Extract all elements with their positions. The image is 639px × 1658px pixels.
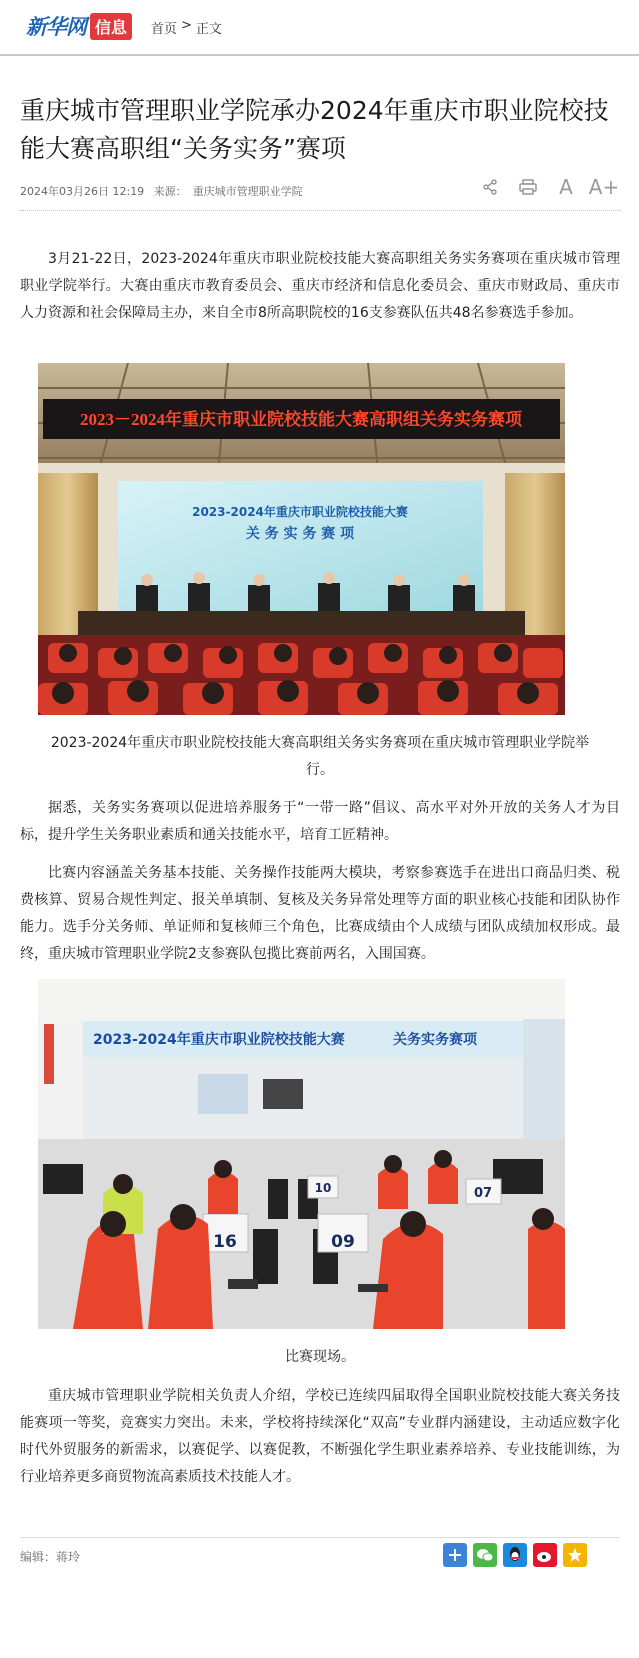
station-number-10: 10: [314, 1181, 332, 1195]
breadcrumb-separator: >: [181, 18, 192, 33]
photo-1-caption: 2023-2024年重庆市职业院校技能大赛高职组关务实务赛项在重庆城市管理职业学院举行。: [50, 735, 590, 778]
print-icon[interactable]: [518, 177, 538, 197]
logo-badge: 信息: [90, 13, 132, 40]
plus-share-icon[interactable]: [443, 1543, 467, 1567]
banner-right-text: 关务实务赛项: [393, 1032, 477, 1048]
station-number-09: 09: [331, 1232, 355, 1252]
meta-divider: [20, 210, 620, 211]
banner-text: 2023－2024年重庆市职业院校技能大赛高职组关务实务赛项: [80, 410, 522, 429]
paragraph-1: 3月21-22日，2023-2024年重庆市职业院校技能大赛高职组关务实务赛项在重庆城市管理职业学院举行。大赛由重庆市教育委员会、重庆市经济和信息化委员会、重庆市财政局、重庆市人力资源和社会保障局主办，来自全市8所高职院校的16支参赛队伍共48名参赛选手参加。: [20, 251, 620, 321]
paragraph-2: 据悉，关务实务赛项以促进培养服务于“一带一路”倡议、高水平对外开放的关务人才为目标，提升学生关务职业素质和通关技能水平，培育工匠精神。: [20, 800, 620, 843]
paragraph-4: 重庆城市管理职业学院相关负责人介绍，学校已连续四届取得全国职业院校技能大赛关务技能赛项一等奖，竞赛实力突出。未来，学校将持续深化“双高”专业群内涵建设，主动适应数字化时代外贸服务的新需求，以赛促学、以赛促教，不断强化学生职业素养培养、专业技能训练，为行业培养更多商贸物流高素质技术技能人才。: [20, 1388, 620, 1485]
screen-line-2: 关 务 实 务 赛 项: [245, 526, 355, 542]
font-decrease-icon[interactable]: A: [559, 175, 573, 199]
editor-credit: 编辑：蒋玲: [20, 1550, 81, 1564]
meta-tools: [480, 177, 620, 197]
source-name: 重庆城市管理职业学院: [192, 185, 303, 198]
photo-2-caption: 比赛现场。: [285, 1349, 355, 1365]
font-increase-icon[interactable]: A+: [588, 175, 620, 199]
article-meta: [20, 175, 620, 203]
qzone-icon[interactable]: [563, 1543, 587, 1567]
wechat-icon[interactable]: [473, 1543, 497, 1567]
article-title: 重庆城市管理职业学院承办2024年重庆市职业院校技能大赛高职组“关务实务”赛项: [20, 96, 609, 163]
share-icon[interactable]: [480, 177, 500, 197]
photo-competition-floor: [38, 979, 565, 1329]
source-label: 来源：: [153, 185, 187, 198]
share-bar: [443, 1543, 587, 1567]
weibo-icon[interactable]: [533, 1543, 557, 1567]
top-bar: [0, 0, 639, 56]
screen-line-1: 2023-2024年重庆市职业院校技能大赛: [192, 505, 408, 519]
breadcrumb-home[interactable]: 首页: [151, 22, 178, 37]
breadcrumb: [151, 18, 222, 37]
station-number-07: 07: [473, 1186, 493, 1201]
paragraph-3: 比赛内容涵盖关务基本技能、关务操作技能两大模块，考察参赛选手在进出口商品归类、税费核算、贸易合规性判定、报关单填制、复核及关务异常处理等方面的职业核心技能和团队协作能力。选手分关务师、单证师和复核师三个角色，比赛成绩由个人成绩与团队成绩加权形成。最终，重庆城市管理职业学院2支参赛队包揽比赛前两名，入围国赛。: [20, 865, 620, 962]
site-logo[interactable]: [26, 12, 132, 40]
photo-opening-ceremony: [38, 363, 565, 715]
logo-text: 新华网: [26, 14, 86, 39]
banner-left-text: 2023-2024年重庆市职业院校技能大赛: [93, 1032, 345, 1048]
footer-divider: [20, 1537, 620, 1538]
publish-date: 2024年03月26日 12:19: [20, 185, 145, 198]
station-number-16: 16: [213, 1232, 237, 1252]
qq-icon[interactable]: [503, 1543, 527, 1567]
breadcrumb-current: 正文: [195, 22, 222, 37]
